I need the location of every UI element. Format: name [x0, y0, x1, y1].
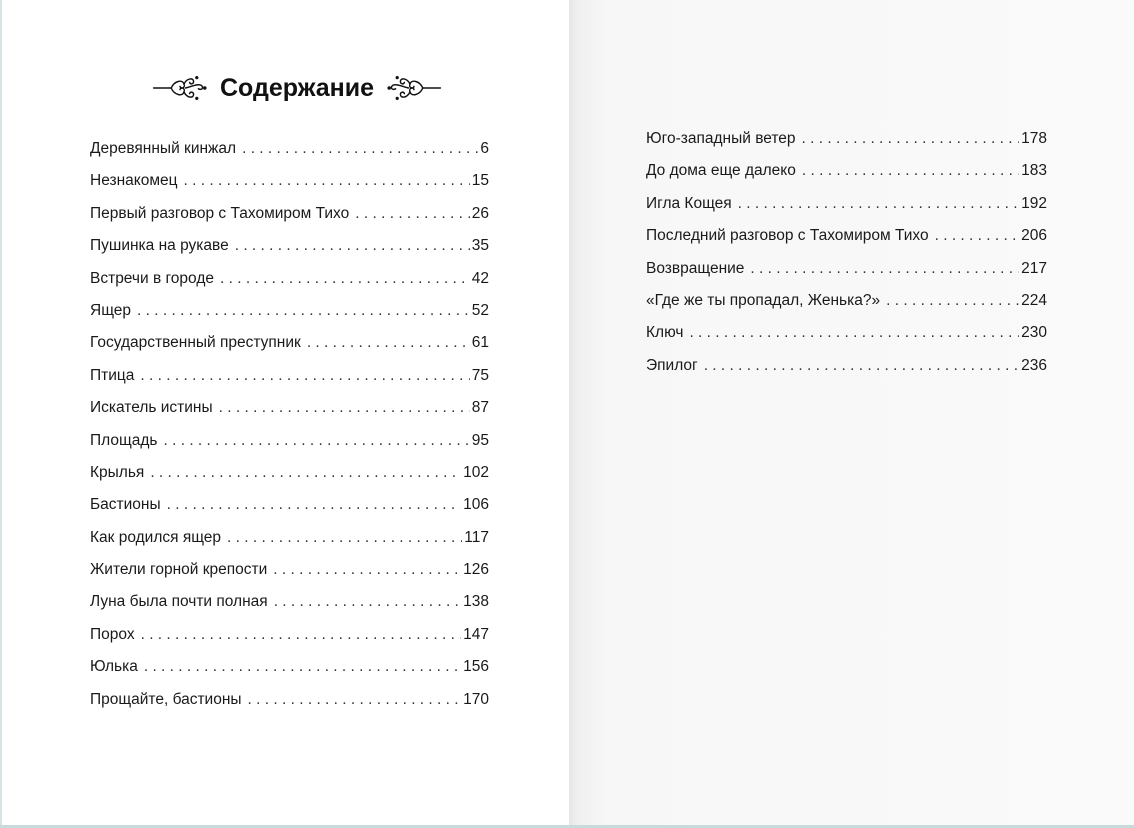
- toc-entry-page: 15: [471, 172, 489, 190]
- dot-leader: [273, 554, 461, 586]
- dot-leader: [886, 285, 1019, 317]
- toc-entry: [90, 522, 489, 554]
- dot-leader: [140, 360, 469, 392]
- dot-leader: [935, 220, 1020, 252]
- toc-entry: [90, 230, 489, 262]
- dot-leader: [689, 317, 1019, 349]
- toc-entry: [90, 457, 489, 489]
- toc-entry-page: 75: [471, 366, 489, 384]
- toc-entry-page: 156: [463, 658, 489, 676]
- toc-entry-title: Эпилог: [646, 356, 698, 374]
- dot-leader: [738, 188, 1019, 220]
- toc-entry: [90, 392, 489, 424]
- dot-leader: [227, 522, 462, 554]
- dot-leader: [242, 133, 478, 165]
- toc-entry-page: 126: [463, 561, 489, 579]
- toc-entry-title: Жители горной крепости: [90, 561, 268, 579]
- toc-entry-page: 42: [471, 269, 489, 287]
- toc-entry-title: Государственный преступник: [90, 334, 301, 352]
- toc-entry: [90, 554, 489, 586]
- page-title: Содержание: [219, 73, 375, 102]
- toc-entry-title: Первый разговор с Тахомиром Тихо: [90, 204, 350, 222]
- toc-entry: [90, 360, 489, 392]
- dot-leader: [274, 586, 461, 618]
- toc-entry: [646, 285, 1047, 317]
- dot-leader: [750, 253, 1019, 285]
- dot-leader: [802, 123, 1020, 155]
- toc-entry-title: Ключ: [646, 324, 684, 342]
- dot-leader: [802, 155, 1019, 187]
- toc-entry: [90, 684, 489, 716]
- toc-entry-title: Площадь: [90, 431, 158, 449]
- dot-leader: [248, 684, 462, 716]
- dot-leader: [137, 295, 470, 327]
- dot-leader: [704, 350, 1019, 382]
- toc-entry-page: 26: [471, 204, 489, 222]
- toc-entry: [90, 489, 489, 521]
- toc-entry-page: 61: [471, 334, 489, 352]
- toc-entry-page: 102: [463, 463, 489, 481]
- toc-entry-title: Встречи в городе: [90, 269, 214, 287]
- toc-entry-title: Птица: [90, 366, 135, 384]
- toc-entry-page: 224: [1021, 291, 1047, 309]
- toc-entry: [646, 123, 1047, 155]
- toc-entry-title: «Где же ты пропадал, Женька?»: [646, 291, 881, 309]
- toc-entry-page: 6: [480, 140, 489, 157]
- toc-entry-title: Как родился ящер: [90, 528, 222, 546]
- toc-entry-page: 236: [1021, 356, 1047, 374]
- toc-entry: [90, 295, 489, 327]
- toc-list-left: [90, 133, 489, 716]
- toc-list-right: [646, 123, 1047, 382]
- toc-entry: [90, 425, 489, 457]
- toc-entry-title: Деревянный кинжал: [90, 140, 237, 157]
- toc-entry-title: Юлька: [90, 658, 138, 676]
- toc-entry-page: 52: [471, 301, 489, 319]
- toc-entry-title: Порох: [90, 625, 135, 643]
- toc-entry-title: До дома еще далеко: [646, 162, 796, 180]
- toc-entry-title: Игла Кощея: [646, 194, 732, 212]
- toc-entry: [90, 165, 489, 197]
- toc-entry: [90, 133, 489, 165]
- dot-leader: [219, 392, 470, 424]
- dot-leader: [163, 425, 469, 457]
- toc-entry-title: Юго-западный ветер: [646, 130, 796, 147]
- toc-entry: [646, 253, 1047, 285]
- toc-entry-page: 230: [1021, 324, 1047, 342]
- toc-entry-page: 170: [463, 690, 489, 708]
- toc-entry-title: Бастионы: [90, 496, 161, 514]
- toc-entry: [90, 619, 489, 651]
- toc-entry-page: 178: [1021, 130, 1047, 147]
- toc-entry: [90, 198, 489, 230]
- toc-entry-page: 95: [471, 431, 489, 449]
- toc-entry-title: Искатель истины: [90, 399, 213, 417]
- toc-entry-page: 35: [471, 237, 489, 255]
- toc-entry-page: 183: [1021, 162, 1047, 180]
- dot-leader: [235, 230, 470, 262]
- toc-entry-title: Крылья: [90, 463, 145, 481]
- toc-entry: [646, 220, 1047, 252]
- toc-entry-page: 106: [463, 496, 489, 514]
- dot-leader: [141, 619, 462, 651]
- dot-leader: [184, 165, 470, 197]
- toc-entry: [90, 586, 489, 618]
- toc-entry-title: Прощайте, бастионы: [90, 690, 242, 708]
- toc-entry: [90, 263, 489, 295]
- toc-entry-page: 87: [471, 399, 489, 417]
- dot-leader: [167, 489, 462, 521]
- toc-entry-title: Незнакомец: [90, 172, 178, 190]
- toc-entry-page: 147: [463, 625, 489, 643]
- toc-entry-title: Последний разговор с Тахомиром Тихо: [646, 227, 929, 245]
- toc-entry-title: Возвращение: [646, 259, 745, 277]
- toc-entry: [646, 317, 1047, 349]
- toc-entry-page: 138: [463, 593, 489, 611]
- dot-leader: [307, 327, 470, 359]
- toc-entry: [646, 155, 1047, 187]
- dot-leader: [355, 198, 470, 230]
- toc-entry: [646, 188, 1047, 220]
- left-flourish-icon: [152, 71, 208, 105]
- dot-leader: [150, 457, 461, 489]
- contents-heading: [152, 68, 442, 108]
- toc-entry: [646, 350, 1047, 382]
- right-flourish-icon: [386, 71, 442, 105]
- toc-entry: [90, 327, 489, 359]
- toc-entry-title: Ящер: [90, 301, 132, 319]
- toc-entry-title: Пушинка на рукаве: [90, 237, 229, 255]
- dot-leader: [220, 263, 470, 295]
- toc-entry-page: 117: [464, 528, 489, 546]
- toc-entry: [90, 651, 489, 683]
- toc-entry-page: 206: [1021, 227, 1047, 245]
- toc-entry-title: Луна была почти полная: [90, 593, 268, 611]
- toc-entry-page: 192: [1021, 194, 1047, 212]
- dot-leader: [144, 651, 461, 683]
- toc-entry-page: 217: [1021, 259, 1047, 277]
